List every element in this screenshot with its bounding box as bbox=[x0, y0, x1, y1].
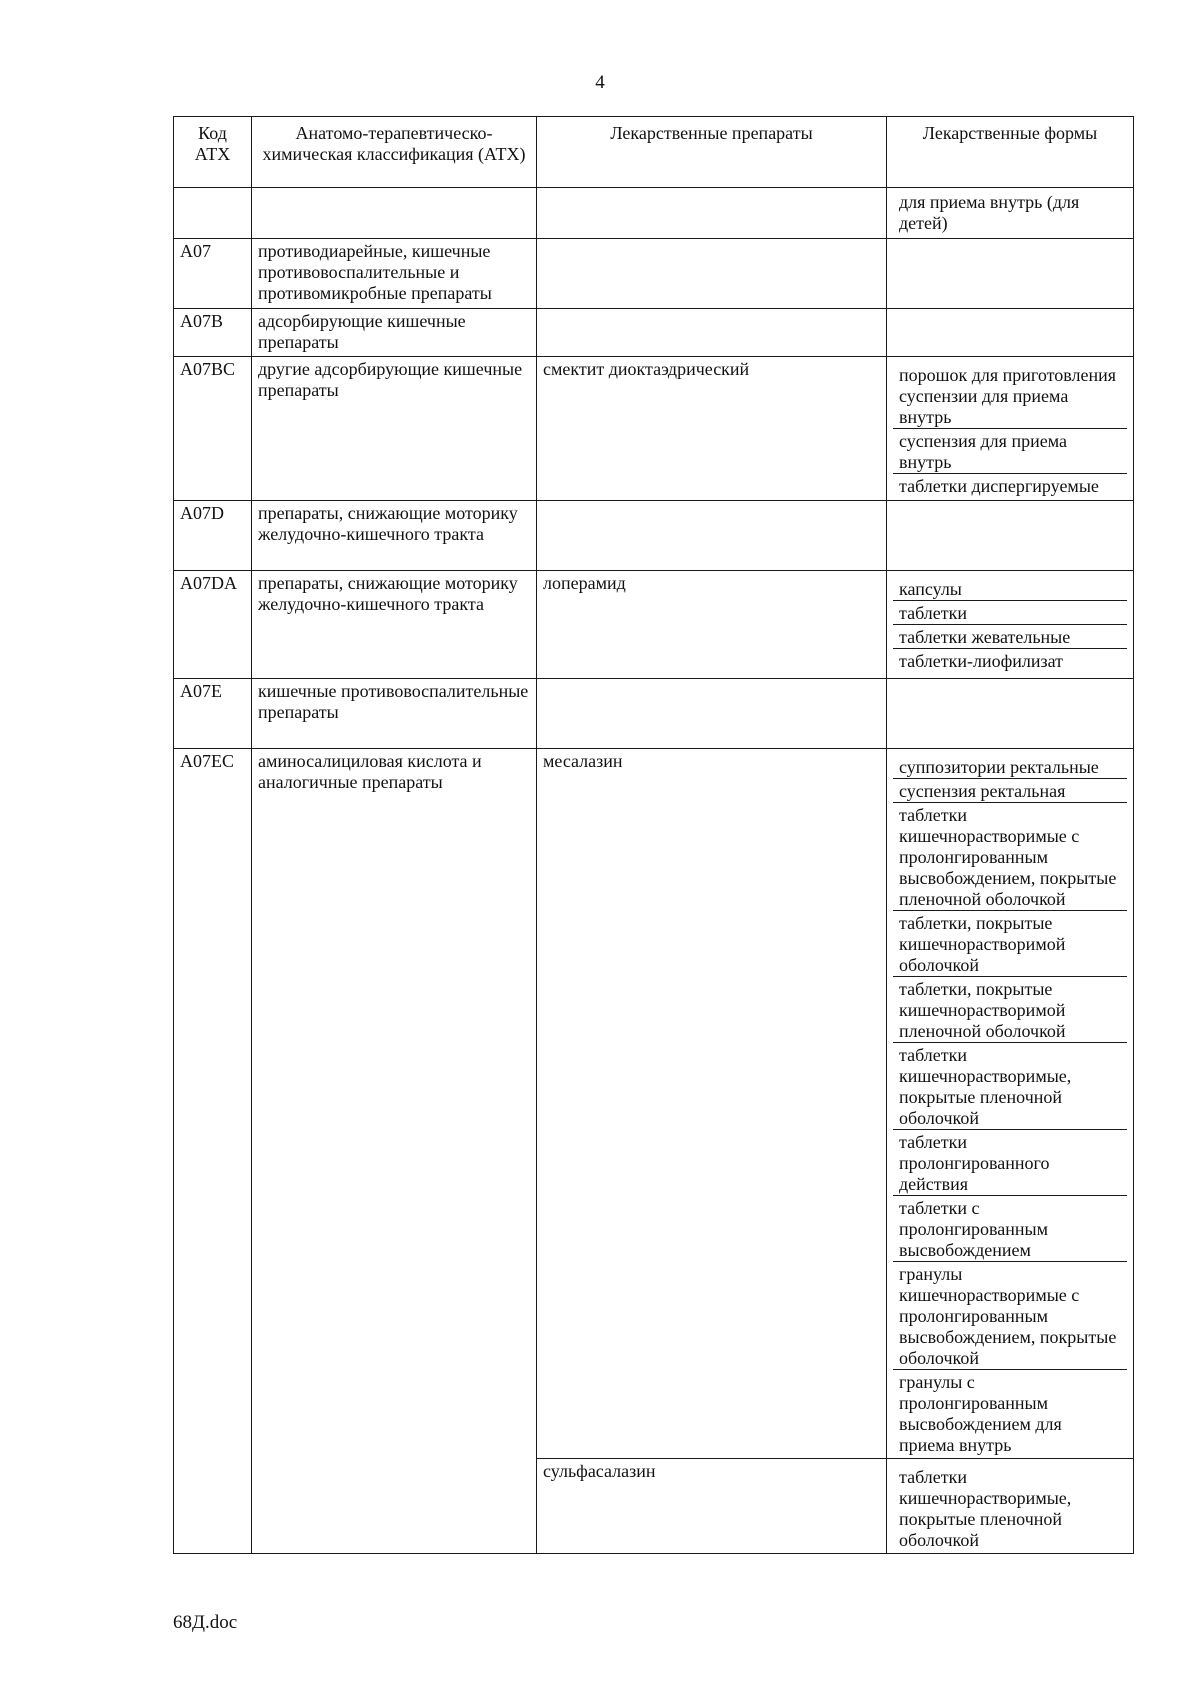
drug-cell bbox=[537, 239, 887, 309]
header-classification: Анатомо-терапевтическо-химическая классификация (АТХ) bbox=[252, 117, 537, 188]
forms-cell bbox=[887, 679, 1134, 749]
drug-cell bbox=[537, 309, 887, 357]
table-row bbox=[174, 188, 1134, 239]
form-item: капсулы bbox=[893, 573, 1127, 601]
drug-cell bbox=[537, 679, 887, 749]
classification-cell bbox=[252, 188, 537, 239]
form-item: таблетки с пролонгированным высвобождением bbox=[893, 1196, 1127, 1262]
form-item: таблетки bbox=[893, 601, 1127, 625]
form-item: таблетки жевательные bbox=[893, 625, 1127, 649]
form-item: гранулы с пролонгированным высвобождением для приема внутрь bbox=[899, 1372, 1062, 1455]
drug-cell bbox=[537, 188, 887, 239]
table-row bbox=[174, 679, 1134, 749]
form-item: таблетки, покрытые кишечнорастворимой пленочной оболочкой bbox=[893, 977, 1127, 1043]
forms-cell bbox=[887, 501, 1134, 571]
classification-cell: аминосалициловая кислота и аналогичные препараты bbox=[252, 749, 537, 1554]
forms-cell bbox=[887, 239, 1134, 309]
table-row bbox=[174, 501, 1134, 571]
drug-cell: лоперамид bbox=[537, 571, 887, 679]
drug-cell: сульфасалазин bbox=[537, 1459, 887, 1554]
code-cell: A07B bbox=[174, 309, 252, 357]
classification-cell: препараты, снижающие моторику желудочно-кишечного тракта bbox=[252, 501, 537, 571]
forms-cell bbox=[887, 309, 1134, 357]
classification-cell: адсорбирующие кишечные препараты bbox=[252, 309, 537, 357]
table-row bbox=[174, 239, 1134, 309]
drug-cell bbox=[537, 501, 887, 571]
form-item: суспензия ректальная bbox=[893, 779, 1127, 803]
footer-filename: 68Д.doc bbox=[173, 1612, 238, 1633]
classification-cell: противодиарейные, кишечные противовоспалительные и противомикробные препараты bbox=[252, 239, 537, 309]
form-item: таблетки кишечнорастворимые, покрытые пленочной оболочкой bbox=[893, 1043, 1127, 1130]
form-item: таблетки диспергируемые bbox=[899, 476, 1099, 496]
classification-cell: другие адсорбирующие кишечные препараты bbox=[252, 357, 537, 501]
form-item: для приема внутрь (для детей) bbox=[899, 192, 1080, 233]
form-item: суспензия для приема внутрь bbox=[893, 429, 1127, 474]
header-forms: Лекарственные формы bbox=[887, 117, 1134, 188]
atx-table bbox=[173, 116, 1134, 1554]
header-drugs: Лекарственные препараты bbox=[537, 117, 887, 188]
form-item: таблетки кишечнорастворимые, покрытые пленочной оболочкой bbox=[899, 1467, 1072, 1550]
classification-cell: кишечные противовоспалительные препараты bbox=[252, 679, 537, 749]
table-row bbox=[174, 309, 1134, 357]
forms-cell bbox=[887, 1459, 1134, 1554]
code-cell: A07DA bbox=[174, 571, 252, 679]
forms-cell bbox=[887, 749, 1134, 1459]
forms-cell bbox=[887, 357, 1134, 501]
table-row bbox=[174, 571, 1134, 679]
table-header-row bbox=[174, 117, 1134, 188]
code-cell: A07EC bbox=[174, 749, 252, 1554]
forms-cell bbox=[887, 188, 1134, 239]
drug-cell: смектит диоктаэдрический bbox=[537, 357, 887, 501]
page-number: 4 bbox=[595, 72, 605, 93]
classification-cell: препараты, снижающие моторику желудочно-кишечного тракта bbox=[252, 571, 537, 679]
code-cell: A07E bbox=[174, 679, 252, 749]
form-item: суппозитории ректальные bbox=[893, 751, 1127, 779]
code-cell: A07D bbox=[174, 501, 252, 571]
drug-cell: месалазин bbox=[537, 749, 887, 1459]
form-item: порошок для приготовления суспензии для приема внутрь bbox=[893, 359, 1127, 429]
header-code: Код АТХ bbox=[174, 117, 252, 188]
form-item: таблетки, покрытые кишечнорастворимой оболочкой bbox=[893, 911, 1127, 977]
table-row bbox=[174, 749, 1134, 1459]
table-row bbox=[174, 357, 1134, 501]
code-cell: A07 bbox=[174, 239, 252, 309]
code-cell: A07BC bbox=[174, 357, 252, 501]
form-item: таблетки пролонгированного действия bbox=[893, 1130, 1127, 1196]
form-item: таблетки кишечнорастворимые с пролонгированным высвобождением, покрытые пленочной оболочкой bbox=[893, 803, 1127, 911]
form-item: гранулы кишечнорастворимые с пролонгированным высвобождением, покрытые оболочкой bbox=[893, 1262, 1127, 1370]
forms-cell bbox=[887, 571, 1134, 679]
form-item: таблетки-лиофилизат bbox=[899, 651, 1064, 671]
code-cell bbox=[174, 188, 252, 239]
